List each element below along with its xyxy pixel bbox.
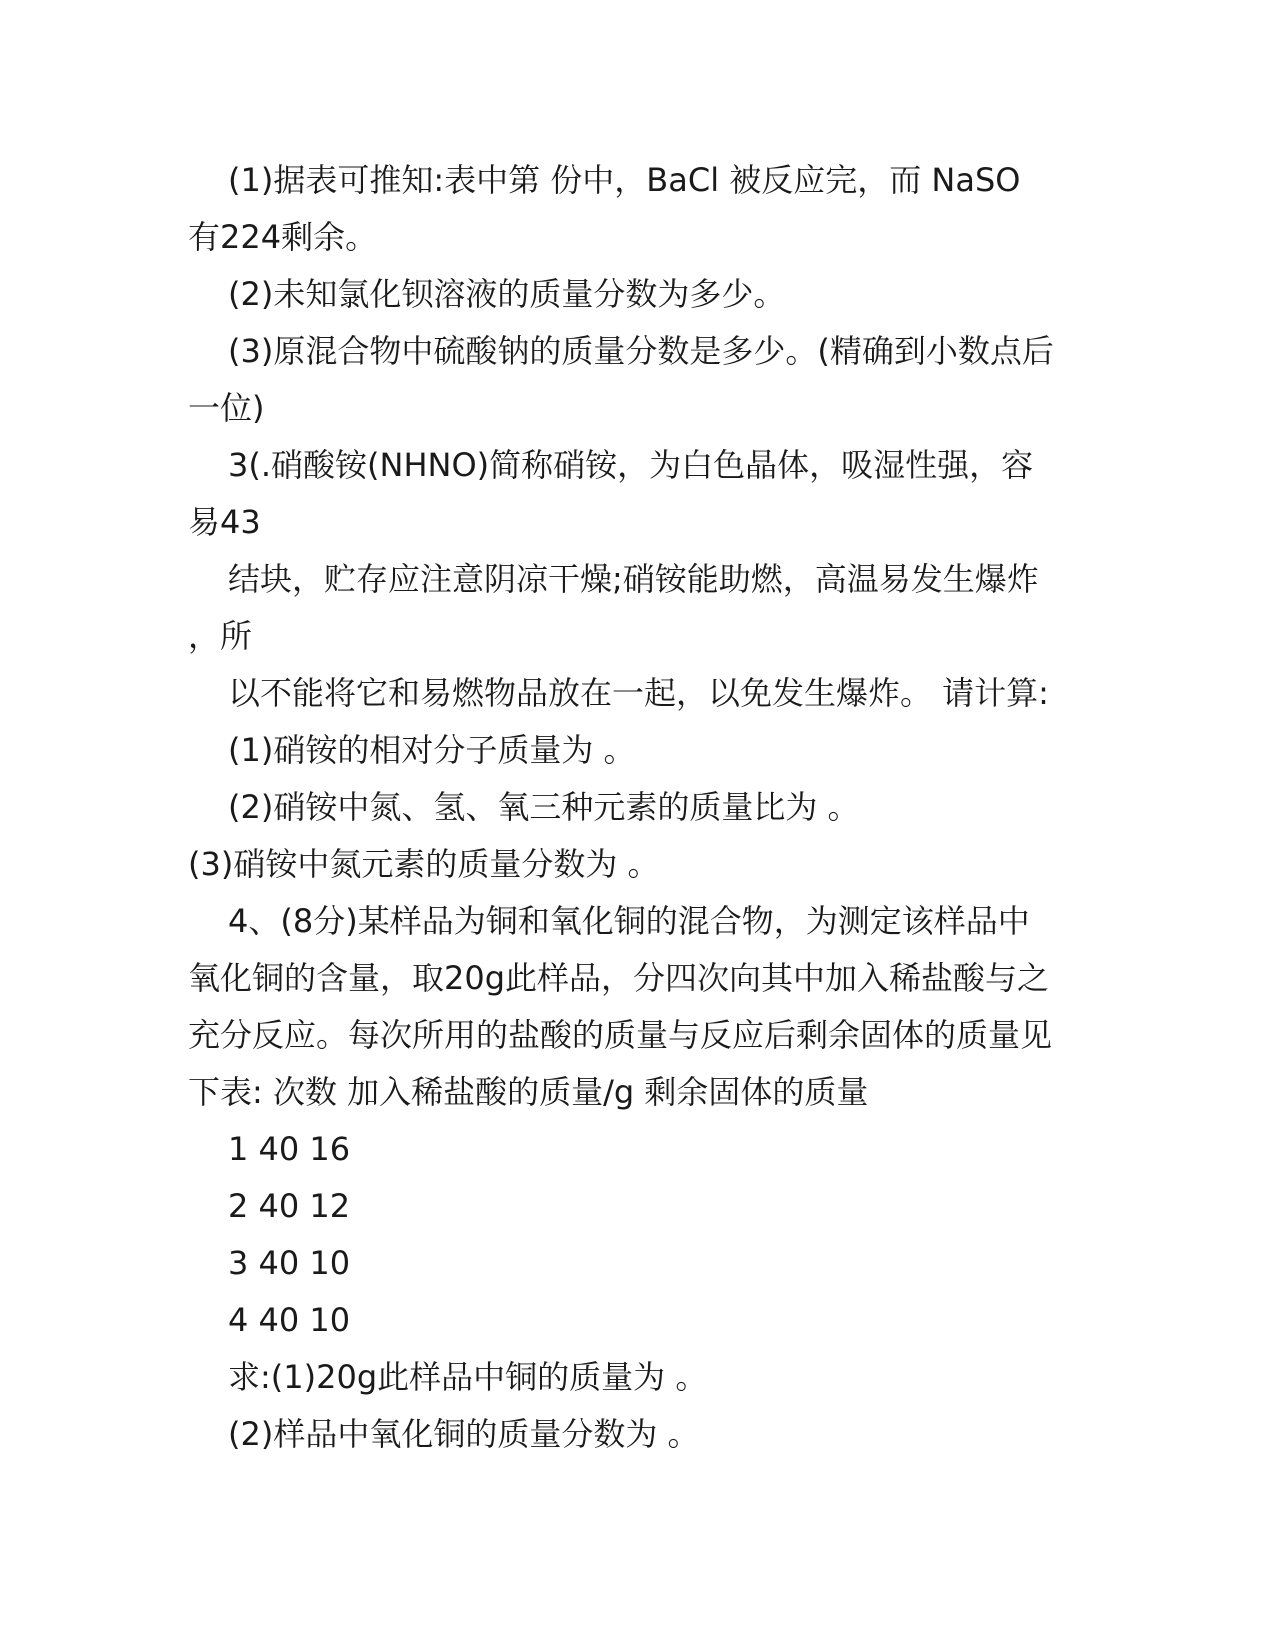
document-body [188, 152, 1088, 1463]
text-line: (1)据表可推知:表中第 份中，BaCl 被反应完，而 NaSO [228, 161, 1021, 199]
text-line: ，所 [188, 617, 253, 655]
text-line: 氧化铜的含量，取20g此样品，分四次向其中加入稀盐酸与之 [188, 959, 1050, 997]
text-line: 以不能将它和易燃物品放在一起，以免发生爆炸。 请计算: [228, 674, 1049, 712]
table-row: 4 40 10 [228, 1301, 351, 1339]
text-line: 有224剩余。 [188, 218, 378, 256]
table-row: 2 40 12 [228, 1187, 351, 1225]
table-row: 1 40 16 [228, 1130, 351, 1168]
text-line: 易43 [188, 503, 261, 541]
text-line: 下表: 次数 加入稀盐酸的质量/g 剩余固体的质量 [188, 1073, 869, 1111]
text-line: (2)样品中氧化铜的质量分数为 。 [228, 1415, 700, 1453]
text-line: (3)硝铵中氮元素的质量分数为 。 [188, 845, 660, 883]
text-line: 一位) [188, 389, 265, 427]
text-line: 求:(1)20g此样品中铜的质量为 。 [228, 1358, 708, 1396]
table-row: 3 40 10 [228, 1244, 351, 1282]
text-line: 4、(8分)某样品为铜和氧化铜的混合物，为测定该样品中 [228, 902, 1030, 940]
text-line: (2)未知氯化钡溶液的质量分数为多少。 [228, 275, 786, 313]
text-line: 充分反应。每次所用的盐酸的质量与反应后剩余固体的质量见 [188, 1016, 1053, 1054]
text-line: (3)原混合物中硫酸钠的质量分数是多少。(精确到小数点后 [228, 332, 1054, 370]
text-line: 结块，贮存应注意阴凉干燥;硝铵能助燃，高温易发生爆炸 [228, 560, 1039, 598]
text-line: (2)硝铵中氮、氢、氧三种元素的质量比为 。 [228, 788, 860, 826]
text-line: (1)硝铵的相对分子质量为 。 [228, 731, 636, 769]
text-line: 3(.硝酸铵(NHNO)简称硝铵，为白色晶体，吸湿性强，容 [228, 446, 1034, 484]
